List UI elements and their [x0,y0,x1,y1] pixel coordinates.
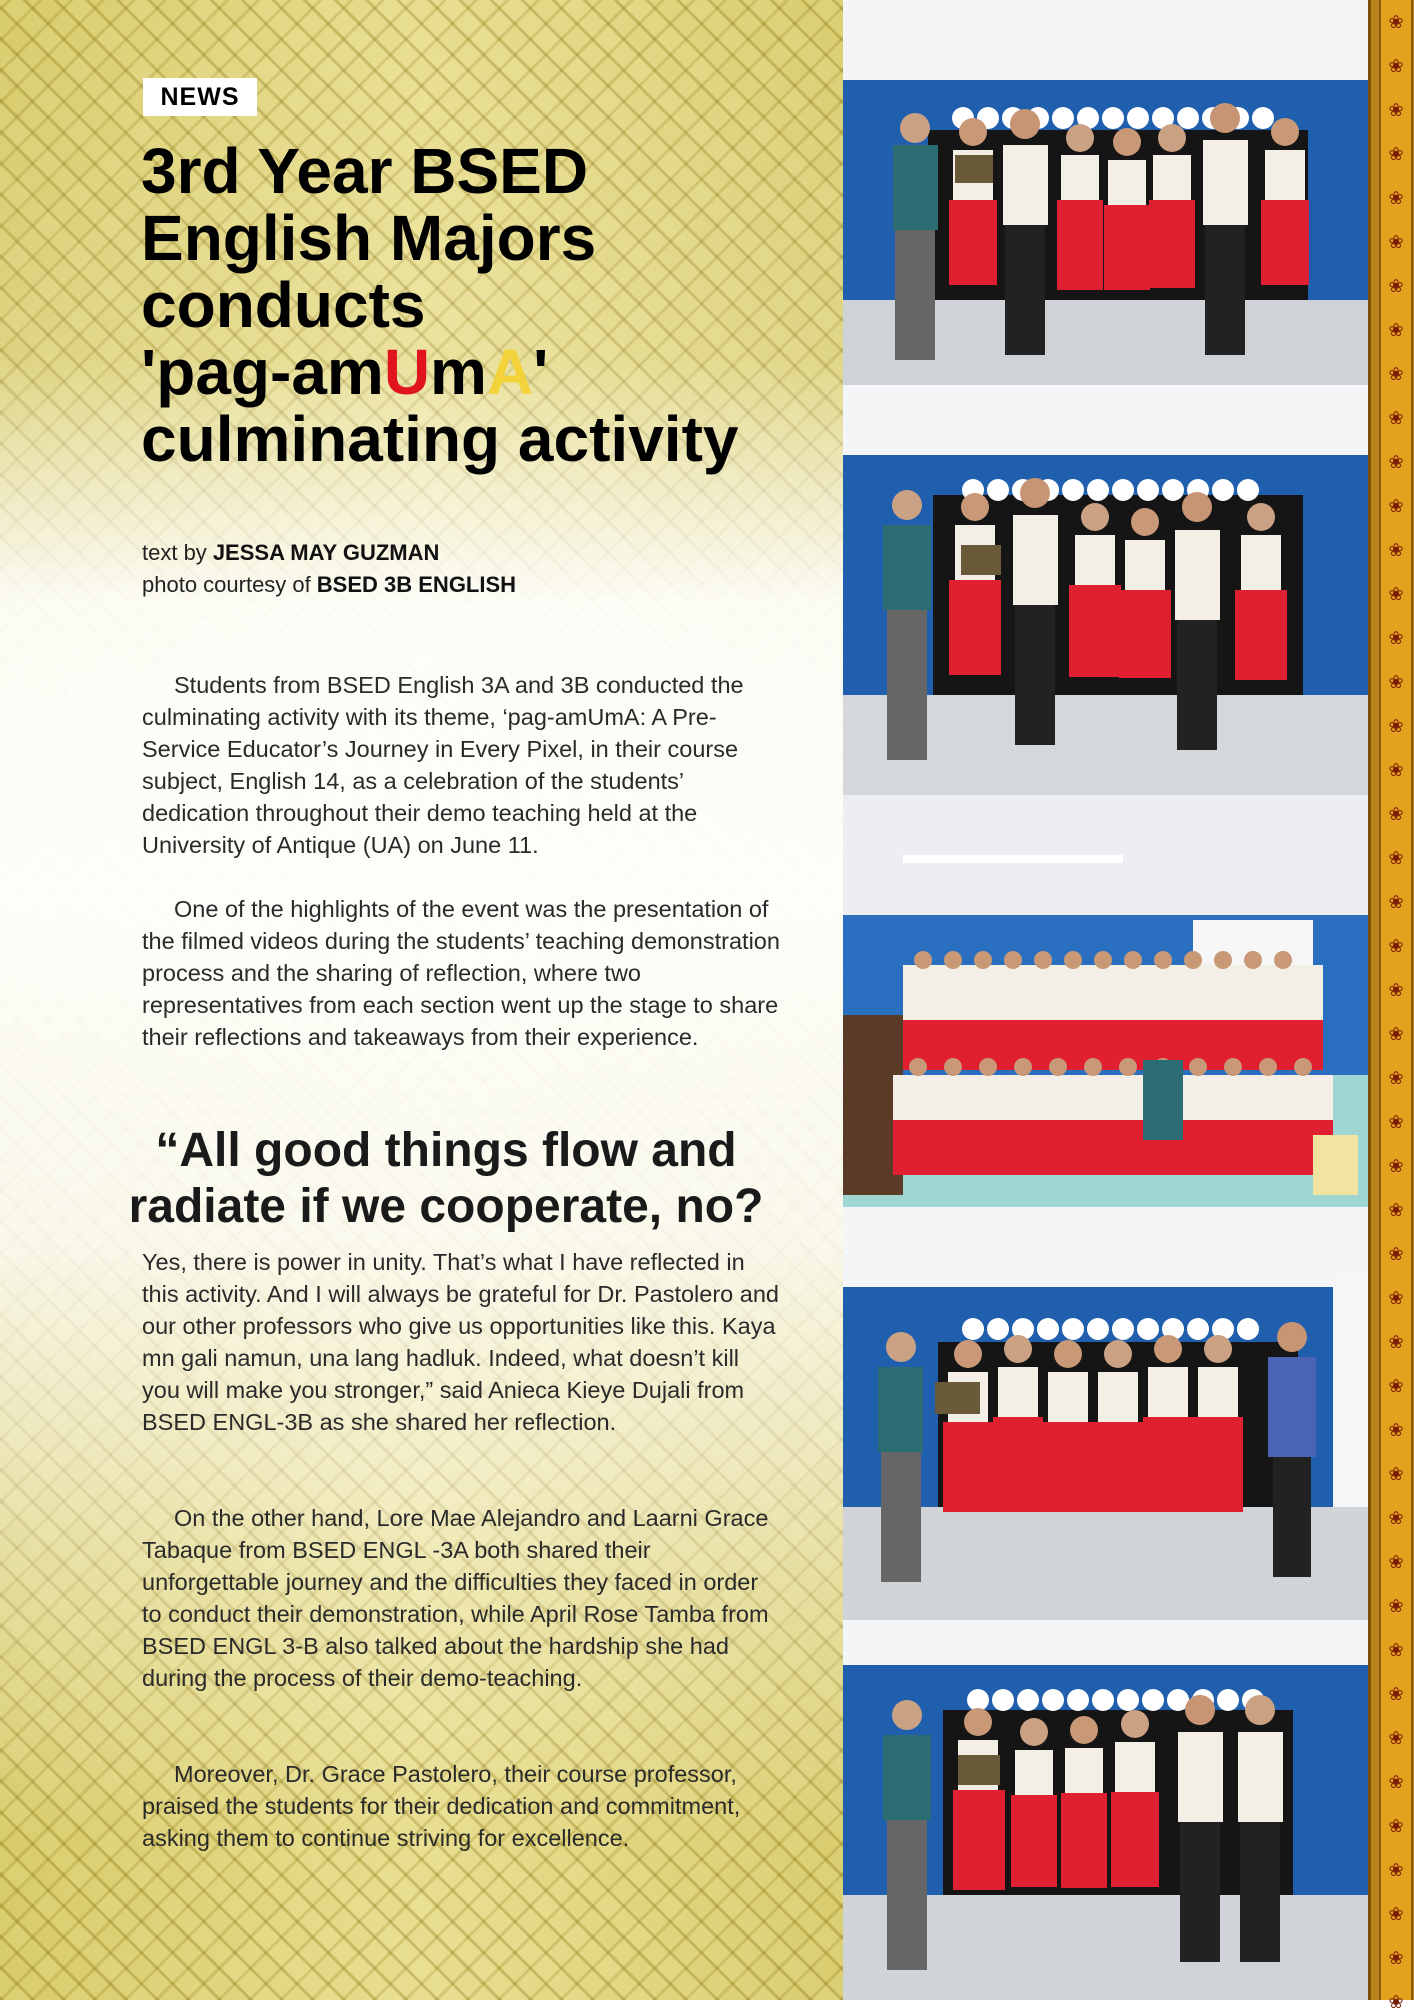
flower-motif-icon: ❀ [1388,188,1404,208]
flower-motif-icon: ❀ [1388,1904,1404,1924]
flower-motif-icon: ❀ [1388,1420,1404,1440]
flower-motif-icon: ❀ [1388,1288,1404,1308]
flower-motif-icon: ❀ [1388,1464,1404,1484]
photo-credit [142,569,516,601]
flower-motif-icon: ❀ [1388,1068,1404,1088]
photographer-name: BSED 3B ENGLISH [316,572,517,597]
flower-motif-icon: ❀ [1388,1640,1404,1660]
headline-line-1: 3rd Year BSED [141,135,589,207]
pull-quote: “All good things flow and radiate if we cooperate, no? [128,1124,764,1233]
group-photo-3 [843,795,1368,1207]
paragraph-5 [142,1758,782,1854]
flower-motif-icon: ❀ [1388,672,1404,692]
photo-credit-prefix: photo courtesy of [142,572,311,597]
flower-motif-icon: ❀ [1388,452,1404,472]
flower-motif-icon: ❀ [1388,276,1404,296]
flower-motif-icon: ❀ [1388,936,1404,956]
flower-motif-icon: ❀ [1388,760,1404,780]
flower-motif-icon: ❀ [1388,1948,1404,1968]
paragraph-2 [142,893,782,1053]
flower-motif-icon: ❀ [1388,1332,1404,1352]
flower-motif-icon: ❀ [1388,1156,1404,1176]
flower-motif-icon: ❀ [1388,1596,1404,1616]
headline-theme-u: U [383,336,431,408]
byline [142,537,516,601]
flower-motif-icon: ❀ [1388,628,1404,648]
flower-motif-icon: ❀ [1388,1200,1404,1220]
flower-motif-icon: ❀ [1388,1024,1404,1044]
flower-motif-icon: ❀ [1388,980,1404,1000]
paragraph-4-text: On the other hand, Lore Mae Alejandro and Laarni Grace Tabaque from BSED ENGL -3A both shared their unforgettable journey and the difficulties they faced in order to conduct their demonstration, while April Rose Tamba from BSED ENGL 3-B also talked about the hardship she had during the process of their demo-teaching. [142,1505,769,1691]
flower-motif-icon: ❀ [1388,1772,1404,1792]
flower-motif-icon: ❀ [1388,584,1404,604]
flower-motif-icon: ❀ [1388,56,1404,76]
flower-motif-icon: ❀ [1388,1112,1404,1132]
ornate-border-inner [1379,0,1413,2012]
ornate-border [1368,0,1414,2012]
flower-motif-icon: ❀ [1388,1860,1404,1880]
flower-motif-icon: ❀ [1388,1508,1404,1528]
paragraph-1-text: Students from BSED English 3A and 3B conducted the culminating activity with its theme, ‘pag-amUmA: A Pre-Service Educator’s Journey in Every Pixel, in their course subject, English 14, as a celebration of the students’ dedication throughout their demo teaching held at the University of Antique (UA) on June 11. [142,672,744,858]
flower-motif-icon: ❀ [1388,100,1404,120]
group-photo-1 [843,0,1368,385]
flower-motif-icon: ❀ [1388,364,1404,384]
headline-theme-m: m [430,336,487,408]
photo-column [843,0,1368,2000]
headline-line-4 [141,336,548,408]
author-name: JESSA MAY GUZMAN [212,540,440,565]
paragraph-5-text: Moreover, Dr. Grace Pastolero, their course professor, praised the students for their dedication and commitment, asking them to continue striving for excellence. [142,1761,741,1851]
paragraph-2-text: One of the highlights of the event was the presentation of the filmed videos during the students’ teaching demonstration process and the sharing of reflection, where two representatives from each section went up the stage to share their reflections and takeaways from their experience. [142,896,780,1050]
text-credit-prefix: text by [142,540,207,565]
headline-theme-a: A [486,336,534,408]
flower-motif-icon: ❀ [1388,1552,1404,1572]
paragraph-1 [142,669,782,861]
headline-theme-post: ' [533,336,549,408]
text-credit [142,537,516,569]
flower-motif-icon: ❀ [1388,1244,1404,1264]
flower-motif-icon: ❀ [1388,1376,1404,1396]
flower-motif-icon: ❀ [1388,804,1404,824]
flower-motif-icon: ❀ [1388,232,1404,252]
headline-line-5: culminating activity [141,403,739,475]
flower-motif-icon: ❀ [1388,848,1404,868]
paragraph-4 [142,1502,782,1694]
flower-motif-icon: ❀ [1388,892,1404,912]
headline-line-2: English Majors [141,202,597,274]
flower-motif-icon: ❀ [1388,716,1404,736]
group-photo-4 [843,1207,1368,1620]
flower-motif-icon: ❀ [1388,12,1404,32]
flower-motif-icon: ❀ [1388,1684,1404,1704]
news-tag: NEWS [143,78,257,116]
paragraph-3: Yes, there is power in unity. That’s what I have reflected in this activity. And I will always be grateful for Dr. Pastolero and our other professors who give us opportunities like this. Kaya mn gali namun, una lang hadluk. Indeed, what doesn’t kill you will make you stronger,” said Anieca Kieye Dujali from BSED ENGL-3B as she shared her reflection. [142,1249,779,1435]
headline [141,135,821,475]
headline-theme-pre: 'pag-am [141,336,384,408]
flower-motif-icon: ❀ [1388,540,1404,560]
flower-motif-icon: ❀ [1388,1816,1404,1836]
flower-motif-icon: ❀ [1388,144,1404,164]
flower-motif-icon: ❀ [1388,496,1404,516]
flower-motif-icon: ❀ [1388,320,1404,340]
flower-motif-icon: ❀ [1388,1992,1404,2012]
flower-motif-icon: ❀ [1388,408,1404,428]
group-photo-5 [843,1620,1368,2000]
group-photo-2 [843,385,1368,795]
headline-line-3: conducts [141,269,426,341]
flower-motif-icon: ❀ [1388,1728,1404,1748]
